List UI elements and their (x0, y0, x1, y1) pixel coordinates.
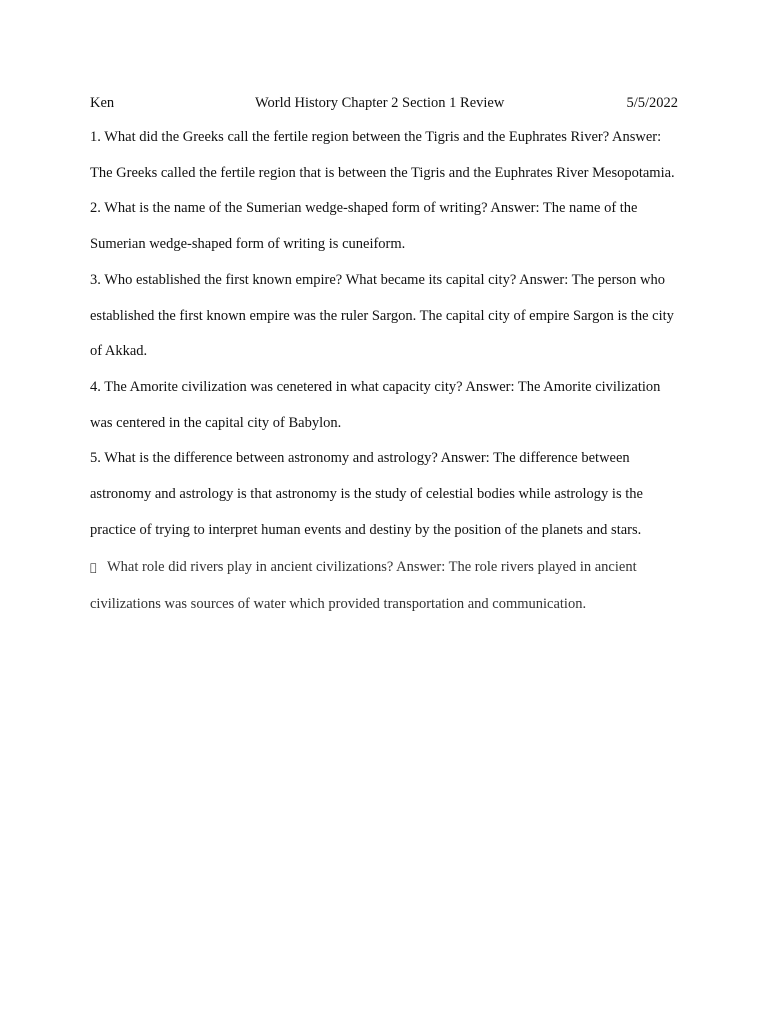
student-name: Ken (90, 95, 115, 111)
document-title: World History Chapter 2 Section 1 Review (255, 95, 505, 111)
bullet-marker (90, 549, 107, 586)
document-date: 5/5/2022 (626, 95, 678, 111)
question-answer-3: 3. Who established the first known empire? What became its capital city? Answer: The person who established the first known empire was the ruler Sargon. The capital city of empire Sargon is the city of Akkad. (90, 271, 674, 360)
document-header (90, 94, 678, 112)
document-body (90, 120, 680, 623)
question-answer-1: 1. What did the Greeks call the fertile region between the Tigris and the Euphrates River? Answer: The Greeks called the fertile region that is between the Tigris and the Euphrates River Mesopotamia. (90, 129, 675, 181)
question-answer-2: 2. What is the name of the Sumerian wedge-shaped form of writing? Answer: The name of the Sumerian wedge-shaped form of writing is cuneiform. (90, 200, 638, 253)
question-answer-4: 4. The Amorite civilization was cenetered in what capacity city? Answer: The Amorite civilization was centered in the capital city of Babylon. (90, 378, 661, 431)
question-answer-6-text: What role did rivers play in ancient civilizations? Answer: The role rivers played in ancient civilizations was sources of water which provided transportation and communication. (90, 559, 637, 613)
question-answer-5: 5. What is the difference between astronomy and astrology? Answer: The difference between astronomy and astrology is that astronomy is the study of celestial bodies while astrology is the practice of trying to interpret human events and destiny by the position of the planets and stars. (90, 450, 643, 538)
question-answer-6 (90, 549, 680, 623)
